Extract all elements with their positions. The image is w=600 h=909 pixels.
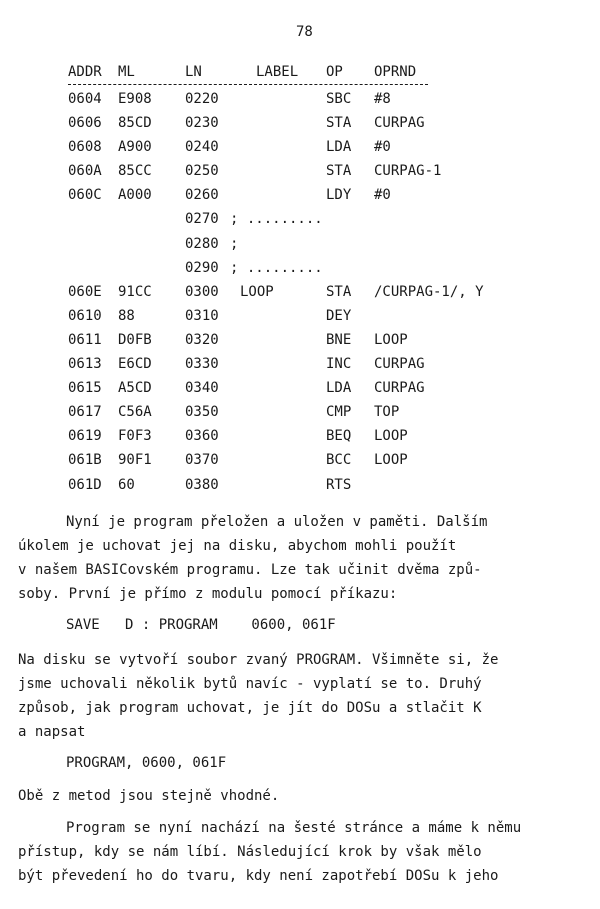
cell-addr: 061D <box>68 476 102 493</box>
cell-oprnd: LOOP <box>374 428 408 445</box>
text-line: Na disku se vytvoří soubor zvaný PROGRAM. Všimněte si, že <box>18 652 499 668</box>
paragraph-disk <box>18 648 588 744</box>
header-ln: LN <box>185 64 202 80</box>
cell-addr: 0610 <box>68 307 102 324</box>
cell-op: BNE <box>326 331 352 348</box>
cell-addr: 060C <box>68 187 102 204</box>
cell-oprnd: CURPAG-1 <box>374 163 442 180</box>
header-op: OP <box>326 64 343 80</box>
text-line: být převedení ho do tvaru, kdy není zapotřebí DOSu k jeho <box>18 868 499 884</box>
cell-op: LDA <box>326 380 352 397</box>
cell-addr: 0615 <box>68 380 102 397</box>
listing-row <box>68 304 428 328</box>
text-line: jsme uchovali několik bytů navíc - vyplatí se to. Druhý <box>18 676 482 692</box>
cell-addr: 060A <box>68 163 102 180</box>
cell-addr: 0617 <box>68 404 102 421</box>
cell-ln: 0230 <box>185 115 219 132</box>
cell-ml: C56A <box>118 404 152 421</box>
cell-ln: 0360 <box>185 428 219 445</box>
cell-oprnd: #8 <box>374 91 391 107</box>
cell-comment: ; <box>230 235 239 252</box>
cell-oprnd: CURPAG <box>374 380 425 397</box>
cell-ln: 0320 <box>185 331 219 348</box>
cell-ml: 90F1 <box>118 452 152 469</box>
text-line: soby. První je přímo z modulu pomocí příkazu: <box>18 586 398 602</box>
cell-ml: A000 <box>118 187 152 204</box>
cell-op: SBC <box>326 91 352 107</box>
cell-addr: 0611 <box>68 331 102 348</box>
listing-row <box>68 87 428 111</box>
cell-ml: A900 <box>118 139 152 156</box>
cell-addr: 0604 <box>68 91 102 107</box>
cell-ml: F0F3 <box>118 428 152 445</box>
cell-ml: E908 <box>118 91 152 107</box>
cell-addr: 060E <box>68 283 102 300</box>
cell-oprnd: CURPAG <box>374 356 425 373</box>
text-line: Nyní je program přeložen a uložen v paměti. Dalším <box>66 514 488 530</box>
listing-row <box>68 400 428 424</box>
cell-addr: 061B <box>68 452 102 469</box>
paragraph-next <box>18 816 588 888</box>
command-program: PROGRAM, 0600, 061F <box>66 755 227 771</box>
listing-row <box>68 183 428 207</box>
cell-ln: 0260 <box>185 187 219 204</box>
cell-ml: 88 <box>118 307 135 324</box>
text-line: přístup, kdy se nám líbí. Následující krok by však mělo <box>18 844 482 860</box>
header-label: LABEL <box>256 64 299 80</box>
text-line: úkolem je uchovat jej na disku, abychom mohli použít <box>18 538 457 554</box>
cell-op: BCC <box>326 452 352 469</box>
cell-label: LOOP <box>240 283 274 300</box>
listing-row <box>68 232 428 256</box>
listing-row <box>68 352 428 376</box>
listing-row <box>68 111 428 135</box>
cell-oprnd: /CURPAG-1/, Y <box>374 283 484 300</box>
text-line: Program se nyní nachází na šesté stránce a máme k němu <box>66 820 522 836</box>
cell-oprnd: TOP <box>374 404 400 421</box>
command-save: SAVE D : PROGRAM 0600, 061F <box>66 617 336 633</box>
cell-op: LDA <box>326 139 352 156</box>
cell-ln: 0290 <box>185 259 219 276</box>
cell-ml: A5CD <box>118 380 152 397</box>
cell-oprnd: LOOP <box>374 452 408 469</box>
cell-op: LDY <box>326 187 352 204</box>
cell-op: STA <box>326 115 352 132</box>
assembly-listing <box>68 62 484 497</box>
cell-ml: E6CD <box>118 356 152 373</box>
cell-ml: 91CC <box>118 283 152 300</box>
paragraph-methods: Obě z metod jsou stejně vhodné. <box>18 788 280 804</box>
listing-row <box>68 135 428 159</box>
cell-ln: 0300 <box>185 283 219 300</box>
header-oprnd: OPRND <box>374 64 417 80</box>
cell-ml: 60 <box>118 476 135 493</box>
cell-ln: 0350 <box>185 404 219 421</box>
listing-row <box>68 473 428 497</box>
text-line: způsob, jak program uchovat, je jít do DOSu a stlačit K <box>18 700 482 716</box>
cell-comment: ; ......... <box>230 211 323 228</box>
cell-op: DEY <box>326 307 352 324</box>
header-addr: ADDR <box>68 64 102 80</box>
cell-addr: 0606 <box>68 115 102 132</box>
listing-row <box>68 207 428 231</box>
cell-oprnd: #0 <box>374 139 391 156</box>
header-ml: ML <box>118 64 135 80</box>
cell-op: STA <box>326 163 352 180</box>
cell-addr: 0619 <box>68 428 102 445</box>
cell-addr: 0608 <box>68 139 102 156</box>
listing-row <box>68 256 428 280</box>
listing-rows <box>68 87 484 497</box>
cell-ln: 0280 <box>185 235 219 252</box>
cell-ml: 85CD <box>118 115 152 132</box>
cell-ml: 85CC <box>118 163 152 180</box>
cell-ln: 0340 <box>185 380 219 397</box>
cell-comment: ; ......... <box>230 259 323 276</box>
listing-header <box>68 62 428 85</box>
listing-row <box>68 280 484 304</box>
cell-op: BEQ <box>326 428 352 445</box>
text-line: a napsat <box>18 724 86 740</box>
cell-oprnd: CURPAG <box>374 115 425 132</box>
cell-oprnd: #0 <box>374 187 391 204</box>
listing-row <box>68 424 428 448</box>
cell-oprnd: LOOP <box>374 331 408 348</box>
cell-op: STA <box>326 283 352 300</box>
cell-ln: 0250 <box>185 163 219 180</box>
listing-row <box>68 448 428 472</box>
listing-row <box>68 159 442 183</box>
cell-ln: 0310 <box>185 307 219 324</box>
cell-addr: 0613 <box>68 356 102 373</box>
page-number: 78 <box>296 24 313 40</box>
cell-ml: D0FB <box>118 331 152 348</box>
cell-op: INC <box>326 356 352 373</box>
listing-row <box>68 376 428 400</box>
cell-op: RTS <box>326 476 352 493</box>
cell-ln: 0270 <box>185 211 219 228</box>
cell-op: CMP <box>326 404 352 421</box>
cell-ln: 0330 <box>185 356 219 373</box>
paragraph-intro <box>18 510 588 606</box>
cell-ln: 0240 <box>185 139 219 156</box>
cell-ln: 0220 <box>185 91 219 107</box>
listing-row <box>68 328 428 352</box>
text-line: v našem BASICovském programu. Lze tak učinit dvěma způ- <box>18 562 482 578</box>
cell-ln: 0370 <box>185 452 219 469</box>
cell-ln: 0380 <box>185 476 219 493</box>
